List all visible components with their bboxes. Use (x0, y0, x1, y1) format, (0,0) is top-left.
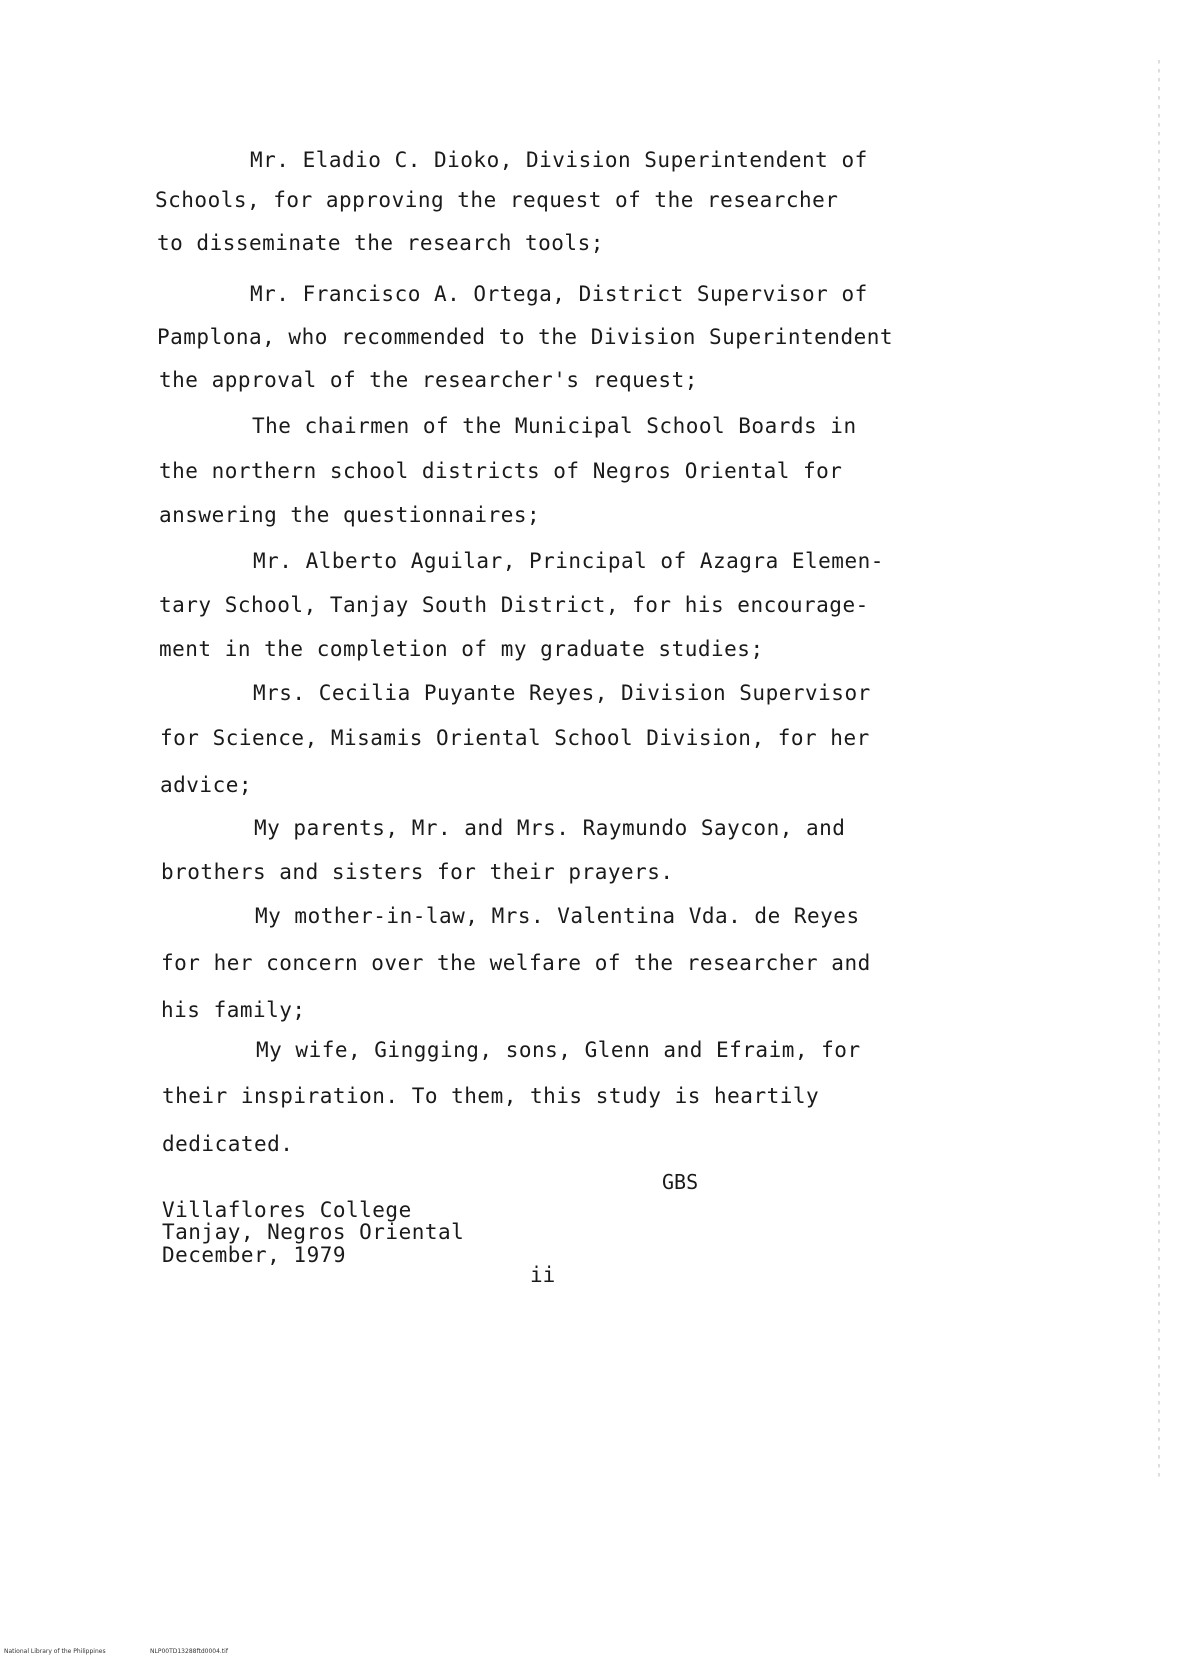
signature-initials: GBS (662, 1170, 699, 1194)
body-line: Mrs. Cecilia Puyante Reyes, Division Supervisor (253, 681, 871, 705)
address-line: Tanjay, Negros Oriental (162, 1220, 465, 1244)
body-line: Mr. Francisco A. Ortega, District Supervisor of (250, 282, 868, 306)
body-line: his family; (161, 998, 306, 1022)
body-line: My parents, Mr. and Mrs. Raymundo Saycon, and (254, 816, 846, 840)
body-line: My mother-in-law, Mrs. Valentina Vda. de Reyes (255, 904, 860, 928)
body-line: their inspiration. To them, this study is heartily (162, 1084, 820, 1108)
scan-edge-artifact (1158, 60, 1160, 1480)
body-line: to disseminate the research tools; (157, 231, 604, 255)
body-line: dedicated. (162, 1132, 294, 1156)
body-line: ment in the completion of my graduate studies; (159, 637, 764, 661)
body-line: My wife, Gingging, sons, Glenn and Efraim, for (256, 1038, 861, 1062)
body-line: for her concern over the welfare of the researcher and (161, 951, 871, 975)
body-line: Pamplona, who recommended to the Division Superintendent (157, 325, 894, 349)
body-line: brothers and sisters for their prayers. (161, 860, 674, 884)
body-line: answering the questionnaires; (159, 503, 541, 527)
body-line: advice; (160, 773, 253, 797)
body-line: Mr. Eladio C. Dioko, Division Superintendent of (250, 148, 868, 172)
body-line: the northern school districts of Negros Oriental for (159, 459, 843, 483)
body-line: tary School, Tanjay South District, for his encourage- (159, 593, 869, 617)
body-line: The chairmen of the Municipal School Boards in (252, 414, 857, 438)
body-line: the approval of the researcher's request; (159, 368, 698, 392)
address-line: December, 1979 (162, 1243, 347, 1267)
page-number: ii (530, 1263, 556, 1287)
footer-library: National Library of the Philippines (4, 1648, 106, 1655)
address-line: Villaflores College (162, 1198, 412, 1222)
body-line: Schools, for approving the request of the researcher (155, 188, 839, 212)
body-line: for Science, Misamis Oriental School Division, for her (160, 726, 870, 750)
footer-file: NLP00TD13288ftd0004.tif (150, 1648, 228, 1655)
body-line: Mr. Alberto Aguilar, Principal of Azagra Elemen- (253, 549, 884, 573)
